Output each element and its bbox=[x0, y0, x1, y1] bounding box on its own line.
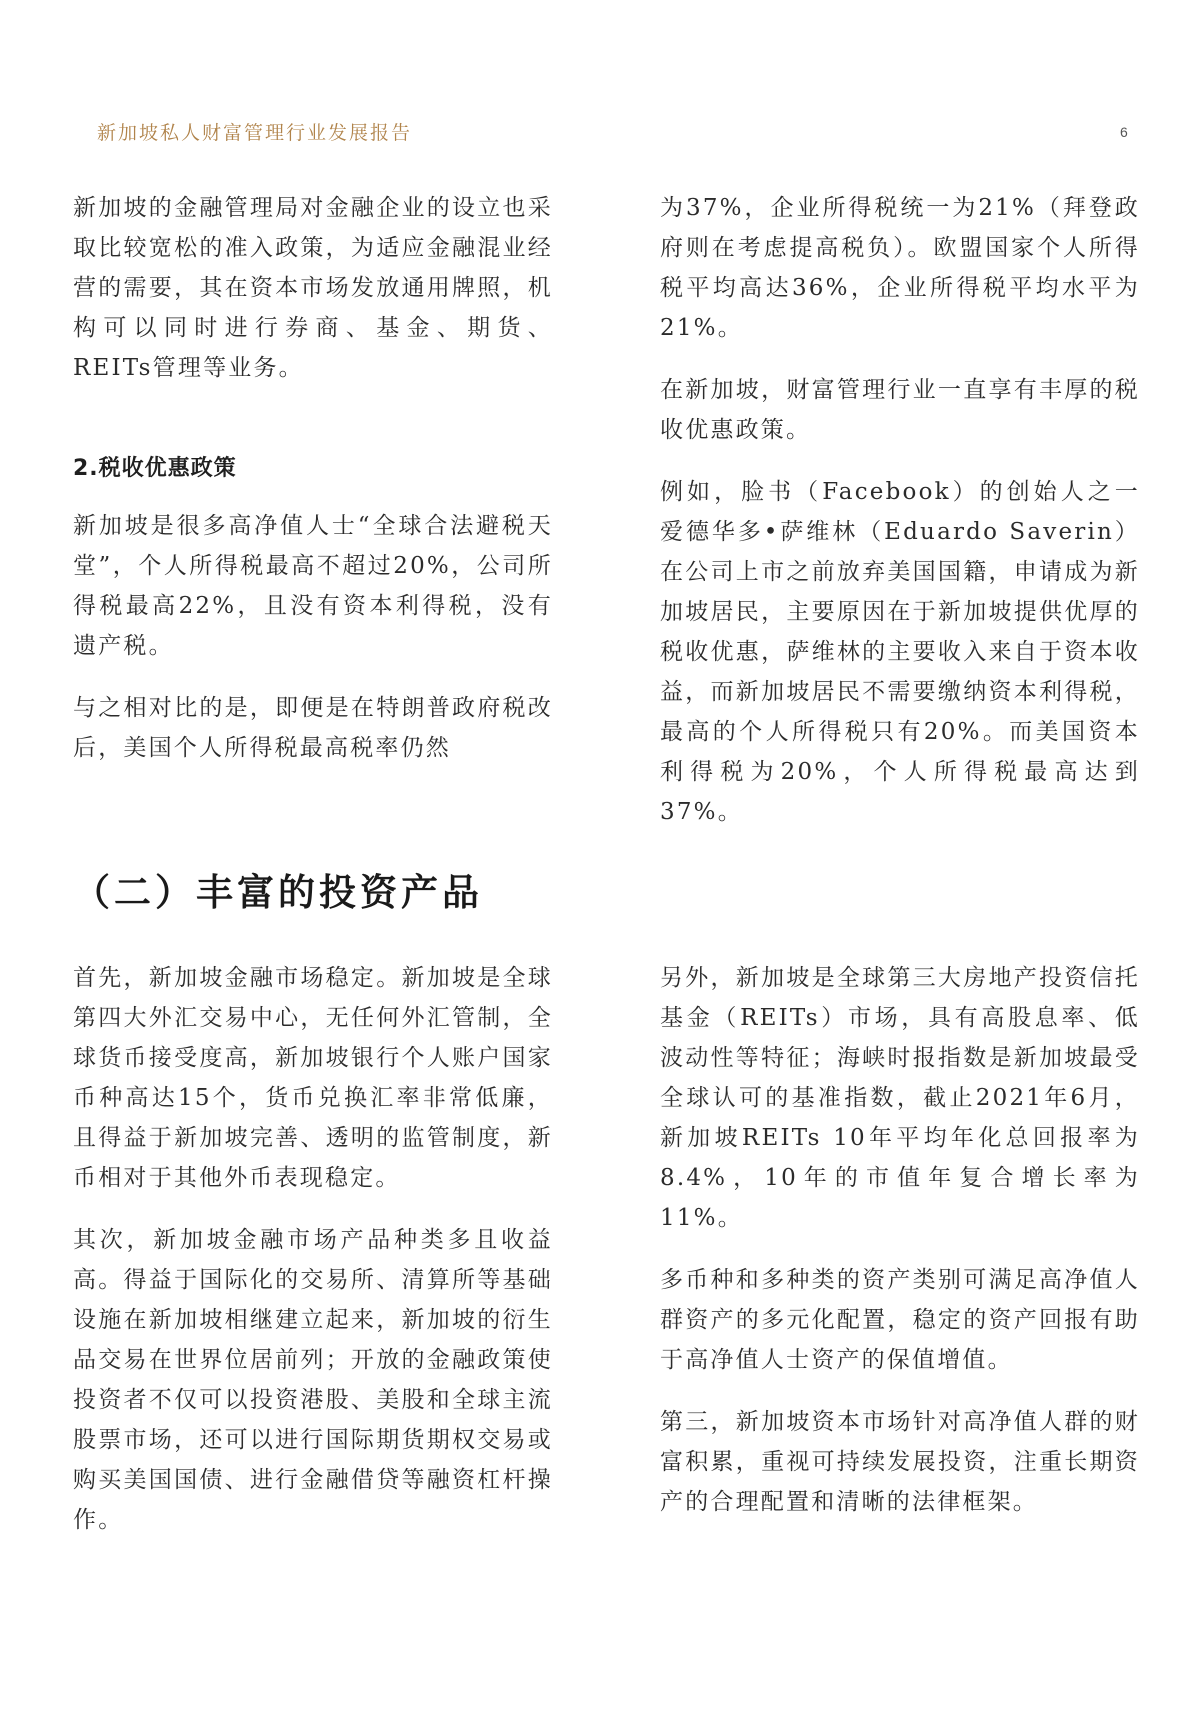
paragraph: 第三，新加坡资本市场针对高净值人群的财富积累，重视可持续发展投资，注重长期资产的合理配置和清晰的法律框架。 bbox=[660, 1409, 1140, 1515]
paragraph: 新加坡的金融管理局对金融企业的设立也采取比较宽松的准入政策，为适应金融混业经营的需要，其在资本市场发放通用牌照，机构可以同时进行券商、基金、期货、REITs管理等业务。 bbox=[73, 195, 553, 381]
paragraph: 例如，脸书（Facebook）的创始人之一爱德华多•萨维林（Eduardo Saverin）在公司上市之前放弃美国国籍，申请成为新加坡居民，主要原因在于新加坡提供优厚的税收优惠，萨维林的主要收入来自于资本收益，而新加坡居民不需要缴纳资本利得税，最高的个人所得税只有20%。而美国资本利得税为20%，个人所得税最高达到37%。 bbox=[660, 479, 1140, 825]
subheading-tax-policy: 2.税收优惠政策 bbox=[73, 456, 237, 481]
paragraph: 首先，新加坡金融市场稳定。新加坡是全球第四大外汇交易中心，无任何外汇管制，全球货币接受度高，新加坡银行个人账户国家币种高达15个，货币兑换汇率非常低廉，且得益于新加坡完善、透明的监管制度，新币相对于其他外币表现稳定。 bbox=[73, 965, 553, 1191]
top-left-column bbox=[73, 188, 553, 790]
bottom-right-column bbox=[660, 958, 1140, 1544]
paragraph: 另外，新加坡是全球第三大房地产投资信托基金（REITs）市场，具有高股息率、低波动性等特征；海峡时报指数是新加坡最受全球认可的基准指数，截止2021年6月，新加坡REITs 10年平均年化总回报率为8.4%，10年的市值年复合增长率为11%。 bbox=[660, 965, 1140, 1231]
paragraph: 与之相对比的是，即便是在特朗普政府税改后，美国个人所得税最高税率仍然 bbox=[73, 695, 553, 761]
bottom-left-column bbox=[73, 958, 553, 1562]
paragraph: 为37%，企业所得税统一为21%（拜登政府则在考虑提高税负）。欧盟国家个人所得税平均高达36%，企业所得税平均水平为21%。 bbox=[660, 195, 1140, 341]
paragraph: 在新加坡，财富管理行业一直享有丰厚的税收优惠政策。 bbox=[660, 377, 1140, 443]
paragraph: 新加坡是很多高净值人士“全球合法避税天堂”，个人所得税最高不超过20%，公司所得税最高22%，且没有资本利得税，没有遗产税。 bbox=[73, 513, 553, 659]
report-title: 新加坡私人财富管理行业发展报告 bbox=[97, 122, 413, 144]
section-heading: （二）丰富的投资产品 bbox=[73, 871, 483, 914]
paragraph: 多币种和多种类的资产类别可满足高净值人群资产的多元化配置，稳定的资产回报有助于高净值人士资产的保值增值。 bbox=[660, 1267, 1140, 1373]
paragraph: 其次，新加坡金融市场产品种类多且收益高。得益于国际化的交易所、清算所等基础设施在新加坡相继建立起来，新加坡的衍生品交易在世界位居前列；开放的金融政策使投资者不仅可以投资港股、美股和全球主流股票市场，还可以进行国际期货期权交易或购买美国国债、进行金融借贷等融资杠杆操作。 bbox=[73, 1227, 553, 1533]
top-right-column bbox=[660, 188, 1140, 854]
page-number: 6 bbox=[1120, 124, 1128, 140]
